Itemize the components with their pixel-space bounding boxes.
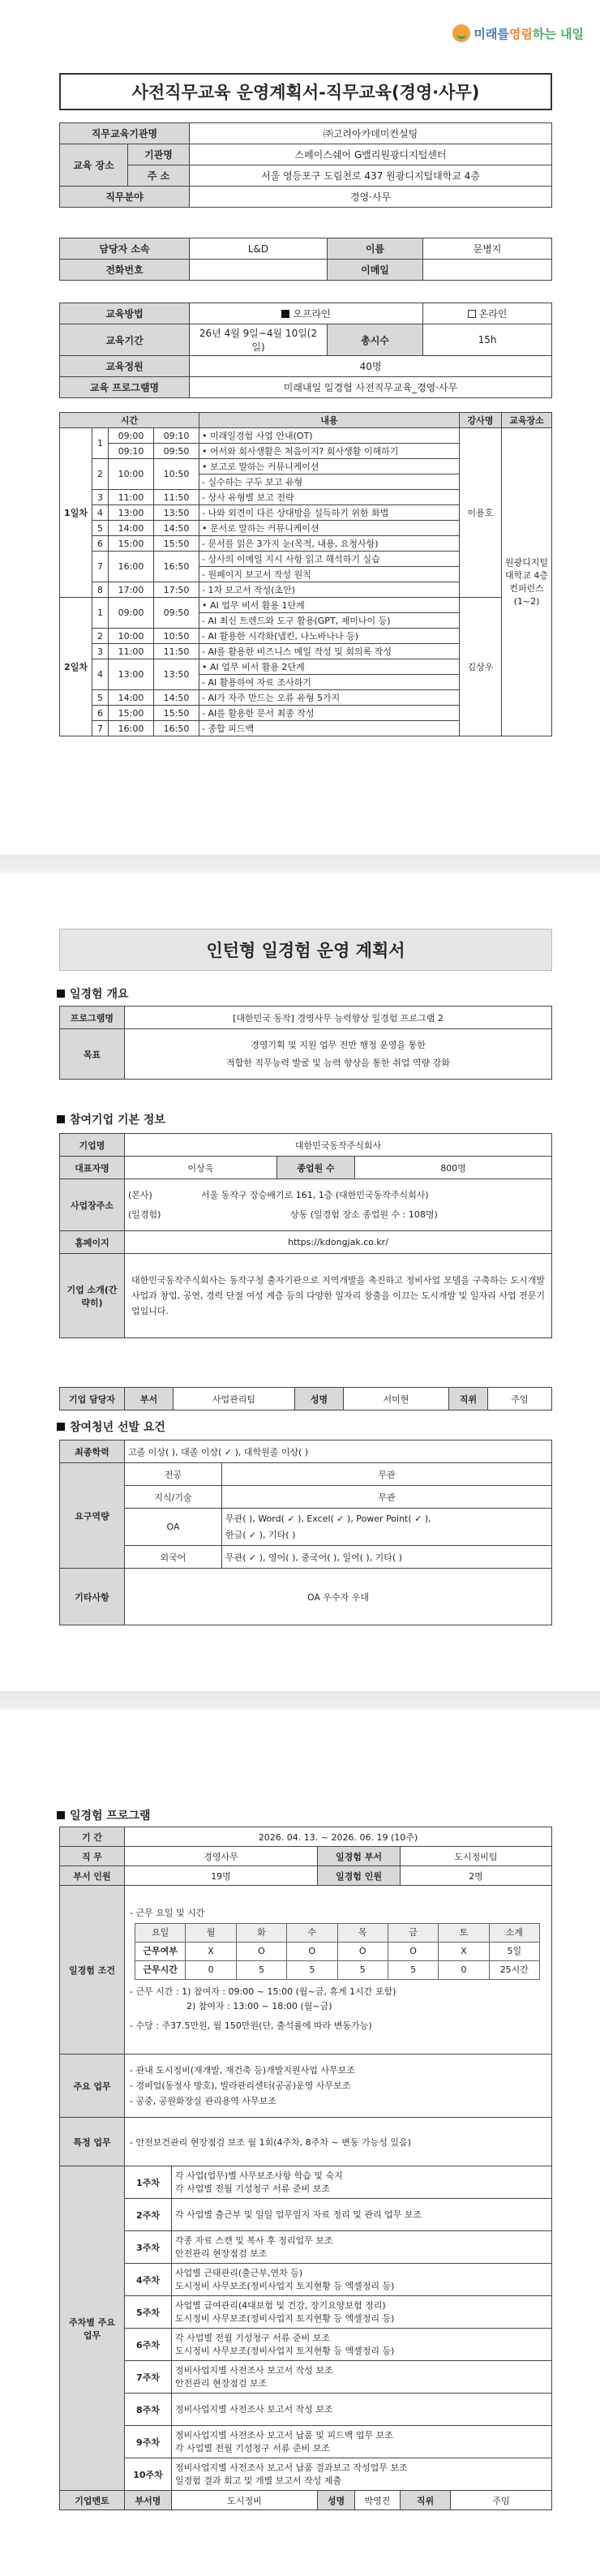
week-tasks xyxy=(172,2231,552,2264)
cond-line-1: - 근무 시간 : 1) 참여자 : 09:00 ~ 15:00 (월~금, 휴게 1시간 포함) xyxy=(130,1986,396,1997)
square-bullet-icon xyxy=(57,1811,65,1819)
week-tasks xyxy=(172,2394,552,2426)
method-label: 교육방법 xyxy=(60,303,190,324)
week-tasks xyxy=(172,2296,552,2329)
addr-hq: 서울 동작구 장승배기로 161, 1층 (대한민국동작주식회사) xyxy=(201,1189,429,1200)
main-value xyxy=(125,2054,552,2118)
mentor-label: 기업멘토 xyxy=(60,2491,125,2510)
method-online xyxy=(423,303,552,324)
sched-h-content: 내용 xyxy=(199,413,460,428)
week-number: 3주차 xyxy=(125,2231,172,2264)
work-flag-cell: O xyxy=(287,1943,337,1961)
schedule-end-time: 16:50 xyxy=(154,721,199,736)
schedule-start-time: 10:00 xyxy=(109,629,154,644)
addr-exp: 상동 (일경험 장소 종업원 수 : 108명) xyxy=(290,1209,438,1220)
schedule-content-line: • 어서와 회사생활은 처음이지? 회사생활 이해하기 xyxy=(199,444,460,459)
mgr-name-label: 성명 xyxy=(295,1388,344,1410)
page-title: 사전직무교육 운영계획서-직무교육(경영·사무) xyxy=(59,73,552,110)
work-flag-cell: O xyxy=(337,1943,388,1961)
period-value: 26년 4월 9일~4월 10일(2일) xyxy=(190,324,328,356)
overview-table xyxy=(59,1006,552,1080)
schedule-end-time: 11:50 xyxy=(154,490,199,505)
sched-h-place: 교육장소 xyxy=(502,413,552,428)
week-task-line: 안전관리 현장점검 보조 xyxy=(175,2248,268,2259)
job-value: 경영사무 xyxy=(125,1847,318,1866)
schedule-period-number: 3 xyxy=(92,644,109,659)
week-tasks xyxy=(172,2458,552,2491)
mentor-dept-label: 부서명 xyxy=(125,2491,172,2510)
manager-table xyxy=(59,1387,552,1410)
section-requirements-title: 참여청년 선발 요건 xyxy=(70,1421,165,1434)
addr-hq-tag: (본사) xyxy=(128,1189,152,1200)
schedule-period-number: 4 xyxy=(92,659,109,690)
cond-top: - 근무 요일 및 시간 xyxy=(130,1908,205,1918)
agency-label: 직무교육기관명 xyxy=(60,123,190,144)
table-row xyxy=(60,428,552,444)
section-program xyxy=(57,1807,151,1823)
week-number: 1주차 xyxy=(125,2166,172,2199)
main-line-1: - 관내 도시정비(재개발, 재건축 등)개발지원사업 사무보조 xyxy=(130,2065,355,2076)
table-row xyxy=(60,2199,552,2231)
goal-value xyxy=(125,1029,552,1080)
week-task-line: 도시정비 사무보조(정비사업지 토지현황 등 엑셀정리 등) xyxy=(175,2312,395,2324)
table-row xyxy=(60,2361,552,2394)
schedule-end-time: 14:50 xyxy=(154,690,199,706)
field-value: 경영·사무 xyxy=(190,187,552,208)
week-task-line: 사업별 근태관리(출근부,연차 등) xyxy=(175,2267,303,2278)
week-task-line: 정비사업지별 사전조사 보고서 납품 및 피드백 업무 보조 xyxy=(175,2429,393,2441)
intern-cnt-label: 일경험 인원 xyxy=(318,1866,401,1886)
schedule-period-number: 3 xyxy=(92,490,109,505)
day-header-cell: 요일 xyxy=(135,1924,186,1943)
schedule-content-line: - AI 활용하여 자료 조사하기 xyxy=(199,675,460,690)
schedule-content-line: - AI 활용한 시각화(냅킨, 나노바나나 등) xyxy=(199,629,460,644)
table-row xyxy=(60,2394,552,2426)
work-hours-cell: 25시간 xyxy=(489,1961,539,1980)
major-value: 무관 xyxy=(222,1463,552,1486)
addr-label: 사업장주소 xyxy=(60,1179,125,1231)
agency-value: ㈜고려아카데미컨설팅 xyxy=(190,123,552,144)
work-flag-cell: X xyxy=(186,1943,236,1961)
dept-cnt-value: 19명 xyxy=(125,1866,318,1886)
table-row xyxy=(60,2426,552,2458)
schedule-period-number: 6 xyxy=(92,536,109,552)
day-header-cell: 월 xyxy=(186,1924,236,1943)
schedule-table xyxy=(59,412,552,736)
schedule-start-time: 15:00 xyxy=(109,706,154,721)
name-label: 이름 xyxy=(328,238,423,260)
name-value: 문병지 xyxy=(423,238,552,260)
mentor-name: 박영진 xyxy=(355,2491,401,2510)
period-label: 교육기간 xyxy=(60,324,190,356)
square-bullet-icon xyxy=(57,990,65,998)
intro-value: 대한민국동작주식회사는 동작구청 출자기관으로 지역개발을 촉진하고 정비사업 모델을 구축하는 도시개발 사업과 창업, 공연, 경력 단절 여성 계층 등의 다양한 일자리 창출을 이끄는 도시개발 및 일자리 사업 전문기업입니다. xyxy=(125,1254,552,1338)
offline-label: 오프라인 xyxy=(293,308,331,320)
work-flag-cell: 5일 xyxy=(489,1943,539,1961)
prog-label: 교육 프로그램명 xyxy=(60,377,190,398)
schedule-start-time: 16:00 xyxy=(109,552,154,582)
schedule-period-number: 2 xyxy=(92,459,109,490)
square-bullet-icon xyxy=(57,1115,65,1123)
section-company-title: 참여기업 기본 정보 xyxy=(70,1114,165,1127)
dept-label: 담당자 소속 xyxy=(60,238,190,260)
schedule-end-time: 15:50 xyxy=(154,706,199,721)
work-hours-cell: 5 xyxy=(337,1961,388,1980)
period-value: 2026. 04. 13. ~ 2026. 06. 19 (10주) xyxy=(125,1827,552,1847)
schedule-period-number: 1 xyxy=(92,428,109,459)
schedule-day-label: 1일차 xyxy=(60,428,92,598)
week-number: 7주차 xyxy=(125,2361,172,2394)
schedule-start-time: 10:00 xyxy=(109,459,154,490)
section-program-title: 일경험 프로그램 xyxy=(70,1810,151,1823)
schedule-start-time: 14:00 xyxy=(109,521,154,536)
schedule-end-time: 13:50 xyxy=(154,659,199,690)
work-flag-cell: 근무여부 xyxy=(135,1943,186,1961)
schedule-teacher: 이용호 xyxy=(460,428,502,598)
table-row xyxy=(60,598,552,613)
sched-h-time: 시간 xyxy=(60,413,199,428)
page-divider xyxy=(0,1668,600,1732)
schedule-period-number: 8 xyxy=(92,582,109,598)
page-1 xyxy=(0,0,600,831)
mentor-name-label: 성명 xyxy=(318,2491,355,2510)
main-line-2: - 경비업(동정사 방호), 빌라관리센터(공공)운영 사무보조 xyxy=(130,2080,351,2091)
weekly-label: 주차별 주요 업무 xyxy=(60,2166,125,2491)
program-table xyxy=(59,1827,552,2510)
work-hours-cell: 0 xyxy=(186,1961,236,1980)
edu-value: 고졸 이상( ), 대졸 이상( ✓ ), 대학원졸 이상( ) xyxy=(125,1440,552,1463)
schedule-start-time: 11:00 xyxy=(109,490,154,505)
week-task-line: 정비사업지별 사전조사 보고서 작성 보조 xyxy=(175,2403,333,2415)
addr-value xyxy=(125,1179,552,1231)
week-number: 10주차 xyxy=(125,2458,172,2491)
main-label: 주요 업무 xyxy=(60,2054,125,2118)
work-flag-cell: X xyxy=(439,1943,489,1961)
week-tasks xyxy=(172,2166,552,2199)
table-row xyxy=(60,2264,552,2296)
schedule-start-time: 13:00 xyxy=(109,659,154,690)
special-label: 특정 업무 xyxy=(60,2118,125,2166)
schedule-content-line: • 미래일경험 사업 안내(OT) xyxy=(199,428,460,444)
week-tasks xyxy=(172,2426,552,2458)
schedule-content-line: - AI가 자주 만드는 오류 유형 5가지 xyxy=(199,690,460,706)
schedule-content-line: - 나와 외견이 다른 상대방을 설득하기 위한 화법 xyxy=(199,505,460,521)
online-label: 온라인 xyxy=(478,308,508,320)
mgr-dept-label: 부서 xyxy=(125,1388,174,1410)
mgr-pos: 주임 xyxy=(488,1388,552,1410)
schedule-end-time: 09:50 xyxy=(154,598,199,629)
schedule-content-line: - 원페이지 보고서 작성 원칙 xyxy=(199,567,460,582)
mentor-pos-label: 직위 xyxy=(401,2491,451,2510)
day-header-cell: 화 xyxy=(236,1924,286,1943)
page-3 xyxy=(0,1732,600,2576)
week-number: 9주차 xyxy=(125,2426,172,2458)
schedule-end-time: 09:10 xyxy=(154,428,199,444)
week-task-line: 사업별 급여관리(4대보험 및 건강, 장기요양보험 정리) xyxy=(175,2299,386,2311)
schedule-content-line: - AI를 활용한 비즈니스 메일 작성 및 회의록 작성 xyxy=(199,644,460,659)
schedule-period-number: 1 xyxy=(92,598,109,629)
week-task-line: 정비사업지별 사전조사 보고서 작성 보조 xyxy=(175,2364,333,2376)
exp-dept-value: 도시정비팀 xyxy=(401,1847,552,1866)
day-header-cell: 소계 xyxy=(489,1924,539,1943)
week-task-line: 도시정비 사무보조(정비사업지 토지현황 등 엑셀정리 등) xyxy=(175,2280,395,2291)
dept-cnt-label: 부서 인원 xyxy=(60,1866,125,1886)
contact-table xyxy=(59,238,552,281)
intern-cnt-value: 2명 xyxy=(401,1866,552,1886)
week-tasks xyxy=(172,2199,552,2231)
week-tasks xyxy=(172,2329,552,2361)
work-flag-cell: O xyxy=(388,1943,438,1961)
schedule-start-time: 17:00 xyxy=(109,582,154,598)
schedule-start-time: 16:00 xyxy=(109,721,154,736)
schedule-day-label: 2일차 xyxy=(60,598,92,736)
week-number: 4주차 xyxy=(125,2264,172,2296)
square-bullet-icon xyxy=(57,1423,65,1431)
schedule-place: 원광디지털대학교 4층 컨퍼런스(1~2) xyxy=(502,428,552,736)
oa-label: OA xyxy=(125,1509,222,1546)
main-line-3: - 공중, 공원화장실 관리용역 사무보조 xyxy=(130,2096,276,2106)
lang-value: 무관( ✓ ), 영어( ), 중국어( ), 일어( ), 기타( ) xyxy=(222,1546,552,1569)
email-label: 이메일 xyxy=(328,260,423,281)
schedule-start-time: 15:00 xyxy=(109,536,154,552)
schedule-start-time: 11:00 xyxy=(109,644,154,659)
period-label: 기 간 xyxy=(60,1827,125,1847)
schedule-period-number: 6 xyxy=(92,706,109,721)
home-value[interactable]: https://kdongjak.co.kr/ xyxy=(125,1231,552,1254)
email-value xyxy=(423,260,552,281)
week-task-line: 각 사업별 출근부 및 일일 업무일지 자료 정리 및 관리 업무 보조 xyxy=(175,2209,422,2220)
cond-line-3: - 수당 : 주37.5만원, 월 150만원(단, 출석률에 따라 변동가능) xyxy=(130,2020,372,2031)
table-row xyxy=(60,2329,552,2361)
schedule-content-line: - 상사의 이메일 지시 사항 읽고 해석하기 실습 xyxy=(199,552,460,567)
page-divider xyxy=(0,831,600,896)
org-label: 기관명 xyxy=(128,144,190,165)
job-label: 직 무 xyxy=(60,1847,125,1866)
brand-logo xyxy=(452,19,584,47)
schedule-teacher: 김상우 xyxy=(460,598,502,736)
oa-line-2: 한글( ✓ ), 기타( ) xyxy=(225,1529,296,1540)
phone-value xyxy=(190,260,328,281)
work-hours-cell: 5 xyxy=(388,1961,438,1980)
schedule-end-time: 17:50 xyxy=(154,582,199,598)
org-value: 스페이스쉐어 G밸리원광디지털센터 xyxy=(190,144,552,165)
schedule-period-number: 5 xyxy=(92,690,109,706)
page-2 xyxy=(0,896,600,1668)
prog-name-label: 프로그램명 xyxy=(60,1007,125,1029)
ceo-label: 대표자명 xyxy=(60,1157,125,1179)
schedule-period-number: 4 xyxy=(92,505,109,521)
sun-logo-icon xyxy=(452,24,470,42)
mentor-pos: 주임 xyxy=(451,2491,552,2510)
week-task-line: 도시정비 사무보조(정비사업지 토지현황 등 엑셀정리 등) xyxy=(175,2345,395,2356)
schedule-period-number: 5 xyxy=(92,521,109,536)
method-offline xyxy=(190,303,423,324)
skill-label: 지식/기술 xyxy=(125,1486,222,1509)
week-task-line: 일경험 결과 회고 및 개별 보고서 작성 제출 xyxy=(175,2475,342,2486)
schedule-start-time: 09:00 xyxy=(109,598,154,629)
week-tasks xyxy=(172,2264,552,2296)
work-hours-cell: 근무시간 xyxy=(135,1961,186,1980)
day-header-cell: 금 xyxy=(388,1924,438,1943)
field-label: 직무분야 xyxy=(60,187,190,208)
section-requirements xyxy=(57,1419,165,1435)
schedule-content-line: • 보고로 말하는 커뮤니케이션 xyxy=(199,459,460,474)
schedule-end-time: 09:50 xyxy=(154,444,199,459)
mgr-label: 기업 담당자 xyxy=(60,1388,125,1410)
day-header-cell: 토 xyxy=(439,1924,489,1943)
schedule-start-time: 14:00 xyxy=(109,690,154,706)
week-task-line: 각 사업(업무)별 사무보조사항 학습 및 숙지 xyxy=(175,2170,343,2181)
logo-text-prefix: 미래를 xyxy=(474,26,509,41)
plan-title: 인턴형 일경험 운영 계획서 xyxy=(59,929,552,971)
table-row xyxy=(60,2231,552,2264)
work-flag-cell: O xyxy=(236,1943,286,1961)
cond-line-2: 2) 참여자 : 13:00 ~ 18:00 (월~금) xyxy=(186,2001,332,2011)
etc-label: 기타사항 xyxy=(60,1569,125,1625)
oa-value xyxy=(222,1509,552,1546)
agency-table xyxy=(59,122,552,208)
mentor-dept: 도시정비 xyxy=(172,2491,318,2510)
day-header-cell: 수 xyxy=(287,1924,337,1943)
week-task-line: 각 사업별 전월 기성청구 서류 준비 보조 xyxy=(175,2442,330,2454)
table-row xyxy=(60,2166,552,2199)
requirements-table xyxy=(59,1440,552,1625)
lang-label: 외국어 xyxy=(125,1546,222,1569)
week-number: 6주차 xyxy=(125,2329,172,2361)
place-label: 교육 장소 xyxy=(60,144,128,187)
goal-line-1: 경영기획 및 지원 업무 전반 행정 운영을 통한 xyxy=(251,1039,426,1050)
goal-line-2: 적합한 직무능력 발굴 및 능력 향상을 통한 취업 역량 강화 xyxy=(226,1057,450,1068)
edu-label: 최종학력 xyxy=(60,1440,125,1463)
schedule-content-line: - 문서를 읽은 3가지 눈(목적, 내용, 요청사항) xyxy=(199,536,460,552)
section-company xyxy=(57,1111,165,1127)
sched-h-teacher: 강사명 xyxy=(460,413,502,428)
schedule-start-time: 09:10 xyxy=(109,444,154,459)
week-number: 8주차 xyxy=(125,2394,172,2426)
addr-label: 주 소 xyxy=(128,165,190,187)
week-tasks xyxy=(172,2361,552,2394)
mgr-pos-label: 직위 xyxy=(449,1388,488,1410)
schedule-start-time: 09:00 xyxy=(109,428,154,444)
week-task-line: 각종 자료 스캔 및 복사 후 정리업무 보조 xyxy=(175,2235,333,2246)
day-header-cell: 목 xyxy=(337,1924,388,1943)
section-overview xyxy=(57,985,129,1002)
etc-value: OA 우수자 우대 xyxy=(125,1569,552,1625)
schedule-start-time: 13:00 xyxy=(109,505,154,521)
work-days-table xyxy=(135,1923,540,1980)
week-task-line: 각 사업별 전월 기성청구 서류 준비 보조 xyxy=(175,2183,330,2194)
hours-value: 15h xyxy=(423,324,552,356)
prog-name-value: [대한민국 동작] 경영사무 능력향상 일경험 프로그램 2 xyxy=(125,1007,552,1029)
schedule-end-time: 16:50 xyxy=(154,552,199,582)
addr-exp-tag: (일경험) xyxy=(128,1209,161,1220)
schedule-content-line: • AI 업무 비서 활용 1단계 xyxy=(199,598,460,613)
work-hours-cell: 0 xyxy=(439,1961,489,1980)
hours-label: 총시수 xyxy=(328,324,423,356)
checked-box-icon xyxy=(281,310,289,318)
req-label: 요구역량 xyxy=(60,1463,125,1569)
table-row xyxy=(60,2458,552,2491)
phone-label: 전화번호 xyxy=(60,260,190,281)
schedule-end-time: 14:50 xyxy=(154,521,199,536)
skill-value: 무관 xyxy=(222,1486,552,1509)
schedule-period-number: 7 xyxy=(92,721,109,736)
special-value: - 안전보건관리 현장점검 보조 월 1회(4주차, 8주차 ~ 변동 가능성 있음) xyxy=(125,2118,552,2166)
week-task-line: 각 사업별 전월 기성청구 서류 준비 보조 xyxy=(175,2332,330,2343)
major-label: 전공 xyxy=(125,1463,222,1486)
company-table xyxy=(59,1133,552,1338)
schedule-content-line: - 종합 피드백 xyxy=(199,721,460,736)
week-number: 5주차 xyxy=(125,2296,172,2329)
week-task-line: 정비사업지별 사전조사 보고서 납품 결과보고 작성업무 보조 xyxy=(175,2462,408,2473)
table-row xyxy=(60,2296,552,2329)
addr-value: 서울 영등포구 도림천로 437 원광디지털대학교 4층 xyxy=(190,165,552,187)
work-hours-cell: 5 xyxy=(287,1961,337,1980)
schedule-content-line: - 상사 유형별 보고 전략 xyxy=(199,490,460,505)
mgr-name: 서미현 xyxy=(344,1388,449,1410)
schedule-content-line: - AI 최신 트렌드와 도구 활용(GPT, 제미나이 등) xyxy=(199,613,460,629)
schedule-content-line: - 1차 보고서 작성(초안) xyxy=(199,582,460,598)
schedule-end-time: 10:50 xyxy=(154,629,199,644)
emp-label: 종업원 수 xyxy=(277,1157,355,1179)
schedule-end-time: 10:50 xyxy=(154,459,199,490)
cap-label: 교육정원 xyxy=(60,356,190,377)
schedule-end-time: 11:50 xyxy=(154,644,199,659)
week-number: 2주차 xyxy=(125,2199,172,2231)
exp-dept-label: 일경험 부서 xyxy=(318,1847,401,1866)
schedule-end-time: 13:50 xyxy=(154,505,199,521)
work-hours-cell: 5 xyxy=(236,1961,286,1980)
edu-table xyxy=(59,303,552,398)
schedule-content-line: • 문서로 말하는 커뮤니케이션 xyxy=(199,521,460,536)
schedule-period-number: 2 xyxy=(92,629,109,644)
dept-value: L&D xyxy=(190,238,328,260)
ceo-value: 이상욱 xyxy=(125,1157,277,1179)
cond-value xyxy=(125,1886,552,2054)
company-label: 기업명 xyxy=(60,1134,125,1157)
goal-label: 목표 xyxy=(60,1029,125,1080)
prog-value: 미래내일 일경험 사전직무교육_경영·사무 xyxy=(190,377,552,398)
intro-label: 기업 소개(간략히) xyxy=(60,1254,125,1338)
schedule-content-line: - 실수하는 구두 보고 유형 xyxy=(199,474,460,490)
oa-line-1: 무관( ), Word( ✓ ), Excel( ✓ ), Power Point( ✓ ), xyxy=(225,1513,431,1524)
section-overview-title: 일경험 개요 xyxy=(70,988,129,1001)
unchecked-box-icon xyxy=(468,310,476,318)
schedule-content-line: - AI를 활용한 문서 최종 작성 xyxy=(199,706,460,721)
cond-label: 일경험 조건 xyxy=(60,1886,125,2054)
logo-text-suffix: 하는 내일 xyxy=(532,26,584,41)
schedule-period-number: 7 xyxy=(92,552,109,582)
week-task-line: 안전관리 현장점검 보조 xyxy=(175,2377,268,2389)
emp-value: 800명 xyxy=(355,1157,552,1179)
logo-text-mid: 영림 xyxy=(508,26,533,41)
mgr-dept: 사업관리팀 xyxy=(174,1388,295,1410)
home-label: 홈페이지 xyxy=(60,1231,125,1254)
company-value: 대한민국동작주식회사 xyxy=(125,1134,552,1157)
schedule-end-time: 15:50 xyxy=(154,536,199,552)
cap-value: 40명 xyxy=(190,356,552,377)
schedule-content-line: • AI 업무 비서 활용 2단계 xyxy=(199,659,460,675)
